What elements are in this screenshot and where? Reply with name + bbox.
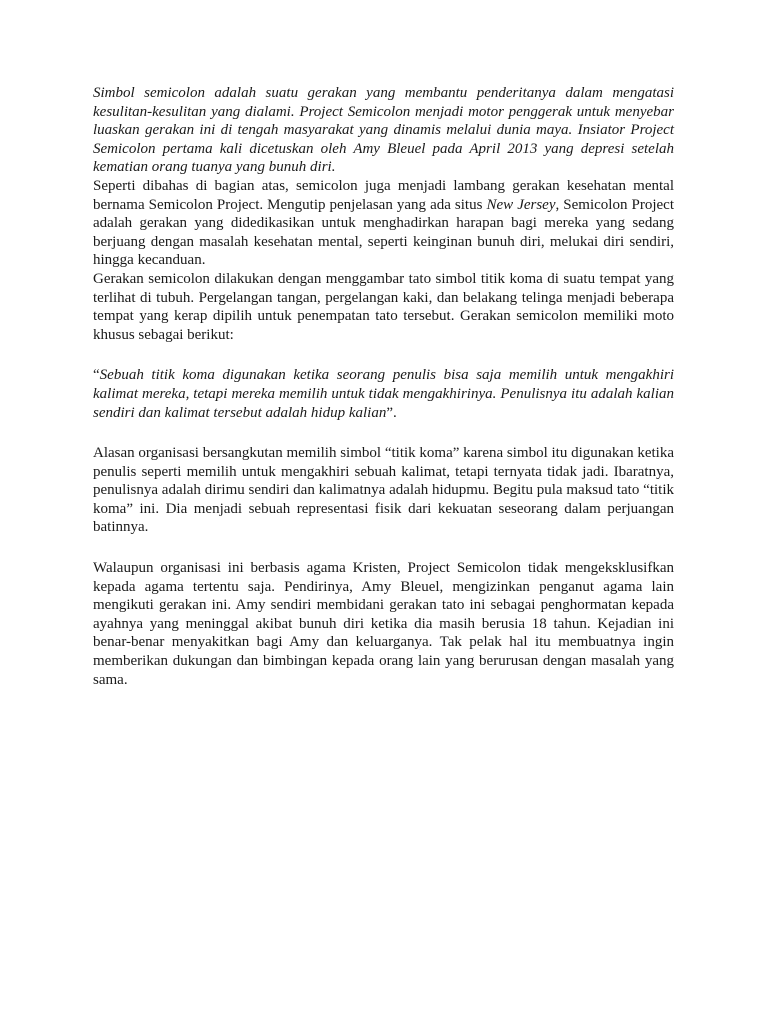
- spacer: [93, 344, 674, 366]
- spacer: [93, 422, 674, 444]
- paragraph-religion: Walaupun organisasi ini berbasis agama Kristen, Project Semicolon tidak mengeksklusifkan kepada agama tertentu saja. Pendirinya, Amy Bleuel, mengizinkan penganut agama lain mengikuti gerakan ini. Amy sendiri membidani gerakan tato ini sebagai penghormatan kepada ayahnya yang meninggal akibat bunuh diri ketika dia masih berusia 18 tahun. Kejadian ini benar-benar menyakitkan bagi Amy dan keluarganya. Tak pelak hal itu membuatnya ingin memberikan dukungan dan bimbingan kepada orang lain yang berurusan dengan masalah yang sama.: [93, 560, 674, 688]
- paragraph-tattoo-placement: Gerakan semicolon dilakukan dengan menggambar tato simbol titik koma di suatu tempat yang terlihat di tubuh. Pergelangan tangan, pergelangan kaki, dan belakang telinga menjadi beberapa tempat yang kerap dipilih untuk penempatan tato tersebut. Gerakan semicolon memiliki moto khusus sebagai berikut:: [93, 270, 674, 343]
- paragraph-semicolon-project-part-2: , Semicolon Project adalah gerakan yang didedikasikan untuk menghadirkan harapan bagi mereka yang sedang berjuang dengan masalah kesehatan mental, seperti keinginan bunuh diri, melukai diri sendiri, hingga kecanduan.: [93, 196, 674, 269]
- paragraph-semicolon-project-italic: New Jersey: [486, 196, 556, 213]
- paragraph-intro: Simbol semicolon adalah suatu gerakan yang membantu penderitanya dalam mengatasi kesulitan-kesulitan yang dialami. Project Semicolon menjadi motor penggerak untuk menyebar luaskan gerakan ini di tengah masyarakat yang dinamis melalui dunia maya. Insiator Project Semicolon pertama kali dicetuskan oleh Amy Bleuel pada April 2013 yang depresi setelah kematian orang tuanya yang bunuh diri.: [93, 85, 674, 176]
- paragraph-reason: Alasan organisasi bersangkutan memilih simbol “titik koma” karena simbol itu digunakan ketika penulis seperti memilih untuk mengakhiri sebuah kalimat, tetapi ternyata tidak jadi. Ibaratnya, penulisnya adalah dirimu sendiri dan kalimatnya adalah hidupmu. Begitu pula maksud tato “titik koma” ini. Dia menjadi sebuah representasi fisik dari kekuatan seseorang dalam perjuangan batinnya.: [93, 445, 674, 536]
- quote-close-mark: ”.: [386, 404, 397, 421]
- quote-block: [93, 366, 674, 422]
- spacer: [93, 537, 674, 559]
- document-page: [93, 84, 674, 689]
- paragraph-semicolon-project-part-1: Seperti dibahas di bagian atas, semicolon juga menjadi lambang gerakan kesehatan mental bernama Semicolon Project. Mengutip penjelasan yang ada situs: [93, 177, 674, 213]
- quote-text: Sebuah titik koma digunakan ketika seorang penulis bisa saja memilih untuk mengakhiri kalimat mereka, tetapi mereka memilih untuk tidak mengakhirinya. Penulisnya itu adalah kalian sendiri dan kalimat tersebut adalah hidup kalian: [93, 367, 674, 421]
- paragraph-semicolon-project: [93, 177, 674, 270]
- quote-open-mark: “: [93, 367, 100, 384]
